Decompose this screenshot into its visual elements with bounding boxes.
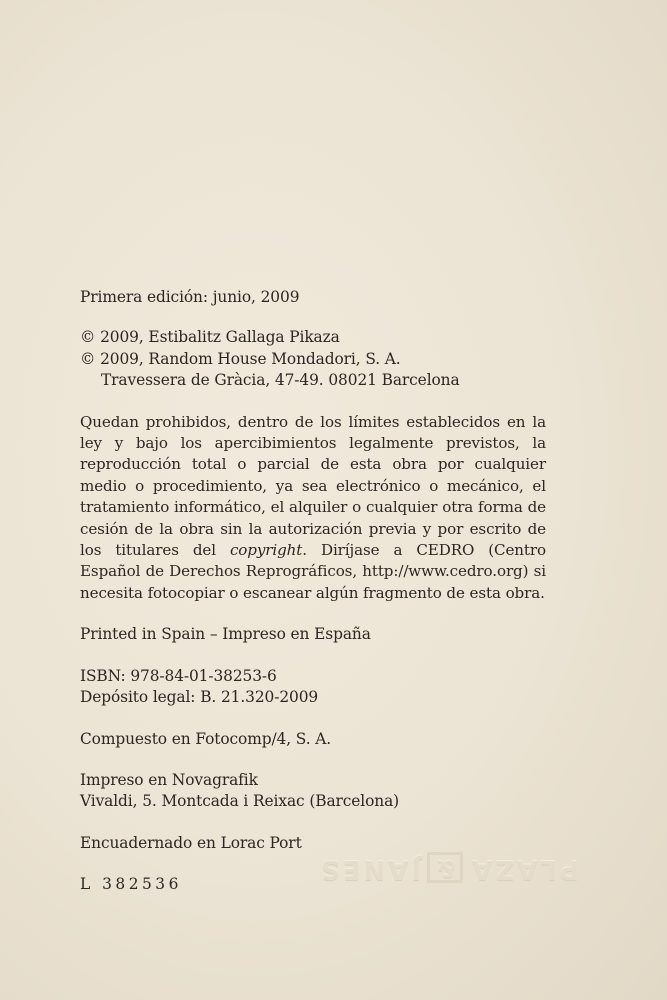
watermark-right-text: JANES: [318, 854, 422, 884]
print-code: L 382536: [80, 875, 182, 894]
binder-line: Encuadernado en Lorac Port: [80, 833, 302, 852]
copyright-author: © 2009, Estibalitz Gallaga Pikaza: [80, 328, 340, 347]
printer-name: Impreso en Novagrafik: [80, 770, 258, 789]
publisher-address: Travessera de Gràcia, 47-49. 08021 Barcelona: [101, 371, 460, 390]
isbn-block: [80, 666, 550, 709]
impreso-block: [80, 770, 550, 813]
copyright-publisher: © 2009, Random House Mondadori, S. A.: [80, 349, 401, 368]
printed-in-line: Printed in Spain – Impreso en España: [80, 625, 371, 644]
legal-notice: [80, 412, 546, 605]
compuesto-block: [80, 729, 550, 750]
isbn-line: ISBN: 978-84-01-38253-6: [80, 666, 277, 685]
printer-address: Vivaldi, 5. Montcada i Reixac (Barcelona): [80, 792, 400, 811]
legal-text-2: . Diríjase a CEDRO (Centro Español de Derechos Reprográficos, http://www.cedro.org) si necesita fotocopiar o escanear algún fragmento de esta obra.: [80, 541, 546, 602]
encuadernado-block: [80, 833, 550, 854]
watermark-mark: &: [427, 852, 463, 883]
printed-block: [80, 624, 550, 645]
legal-copyright-word: copyright: [229, 541, 303, 560]
publisher-watermark-logo: [318, 852, 579, 884]
edition-block: [80, 287, 550, 308]
copyright-block: [80, 327, 550, 391]
compuesto-line: Compuesto en Fotocomp/4, S. A.: [80, 729, 332, 748]
edition-line: Primera edición: junio, 2009: [80, 288, 300, 306]
watermark-left-text: PLAZA: [469, 854, 579, 884]
deposito-legal-line: Depósito legal: B. 21.320-2009: [80, 688, 319, 707]
legal-text-1: Quedan prohibidos, dentro de los límites establecidos en la ley y bajo los apercibimientos legalmente previstos, la reproducción total o parcial de esta obra por cualquier medio o procedimiento, ya sea electrónico o mecánico, el tratamiento informático, el alquiler o cualquier otra forma de cesión de la obra sin la autorización previa y por escrito de los titulares del: [80, 412, 546, 560]
colophon: [80, 287, 550, 916]
